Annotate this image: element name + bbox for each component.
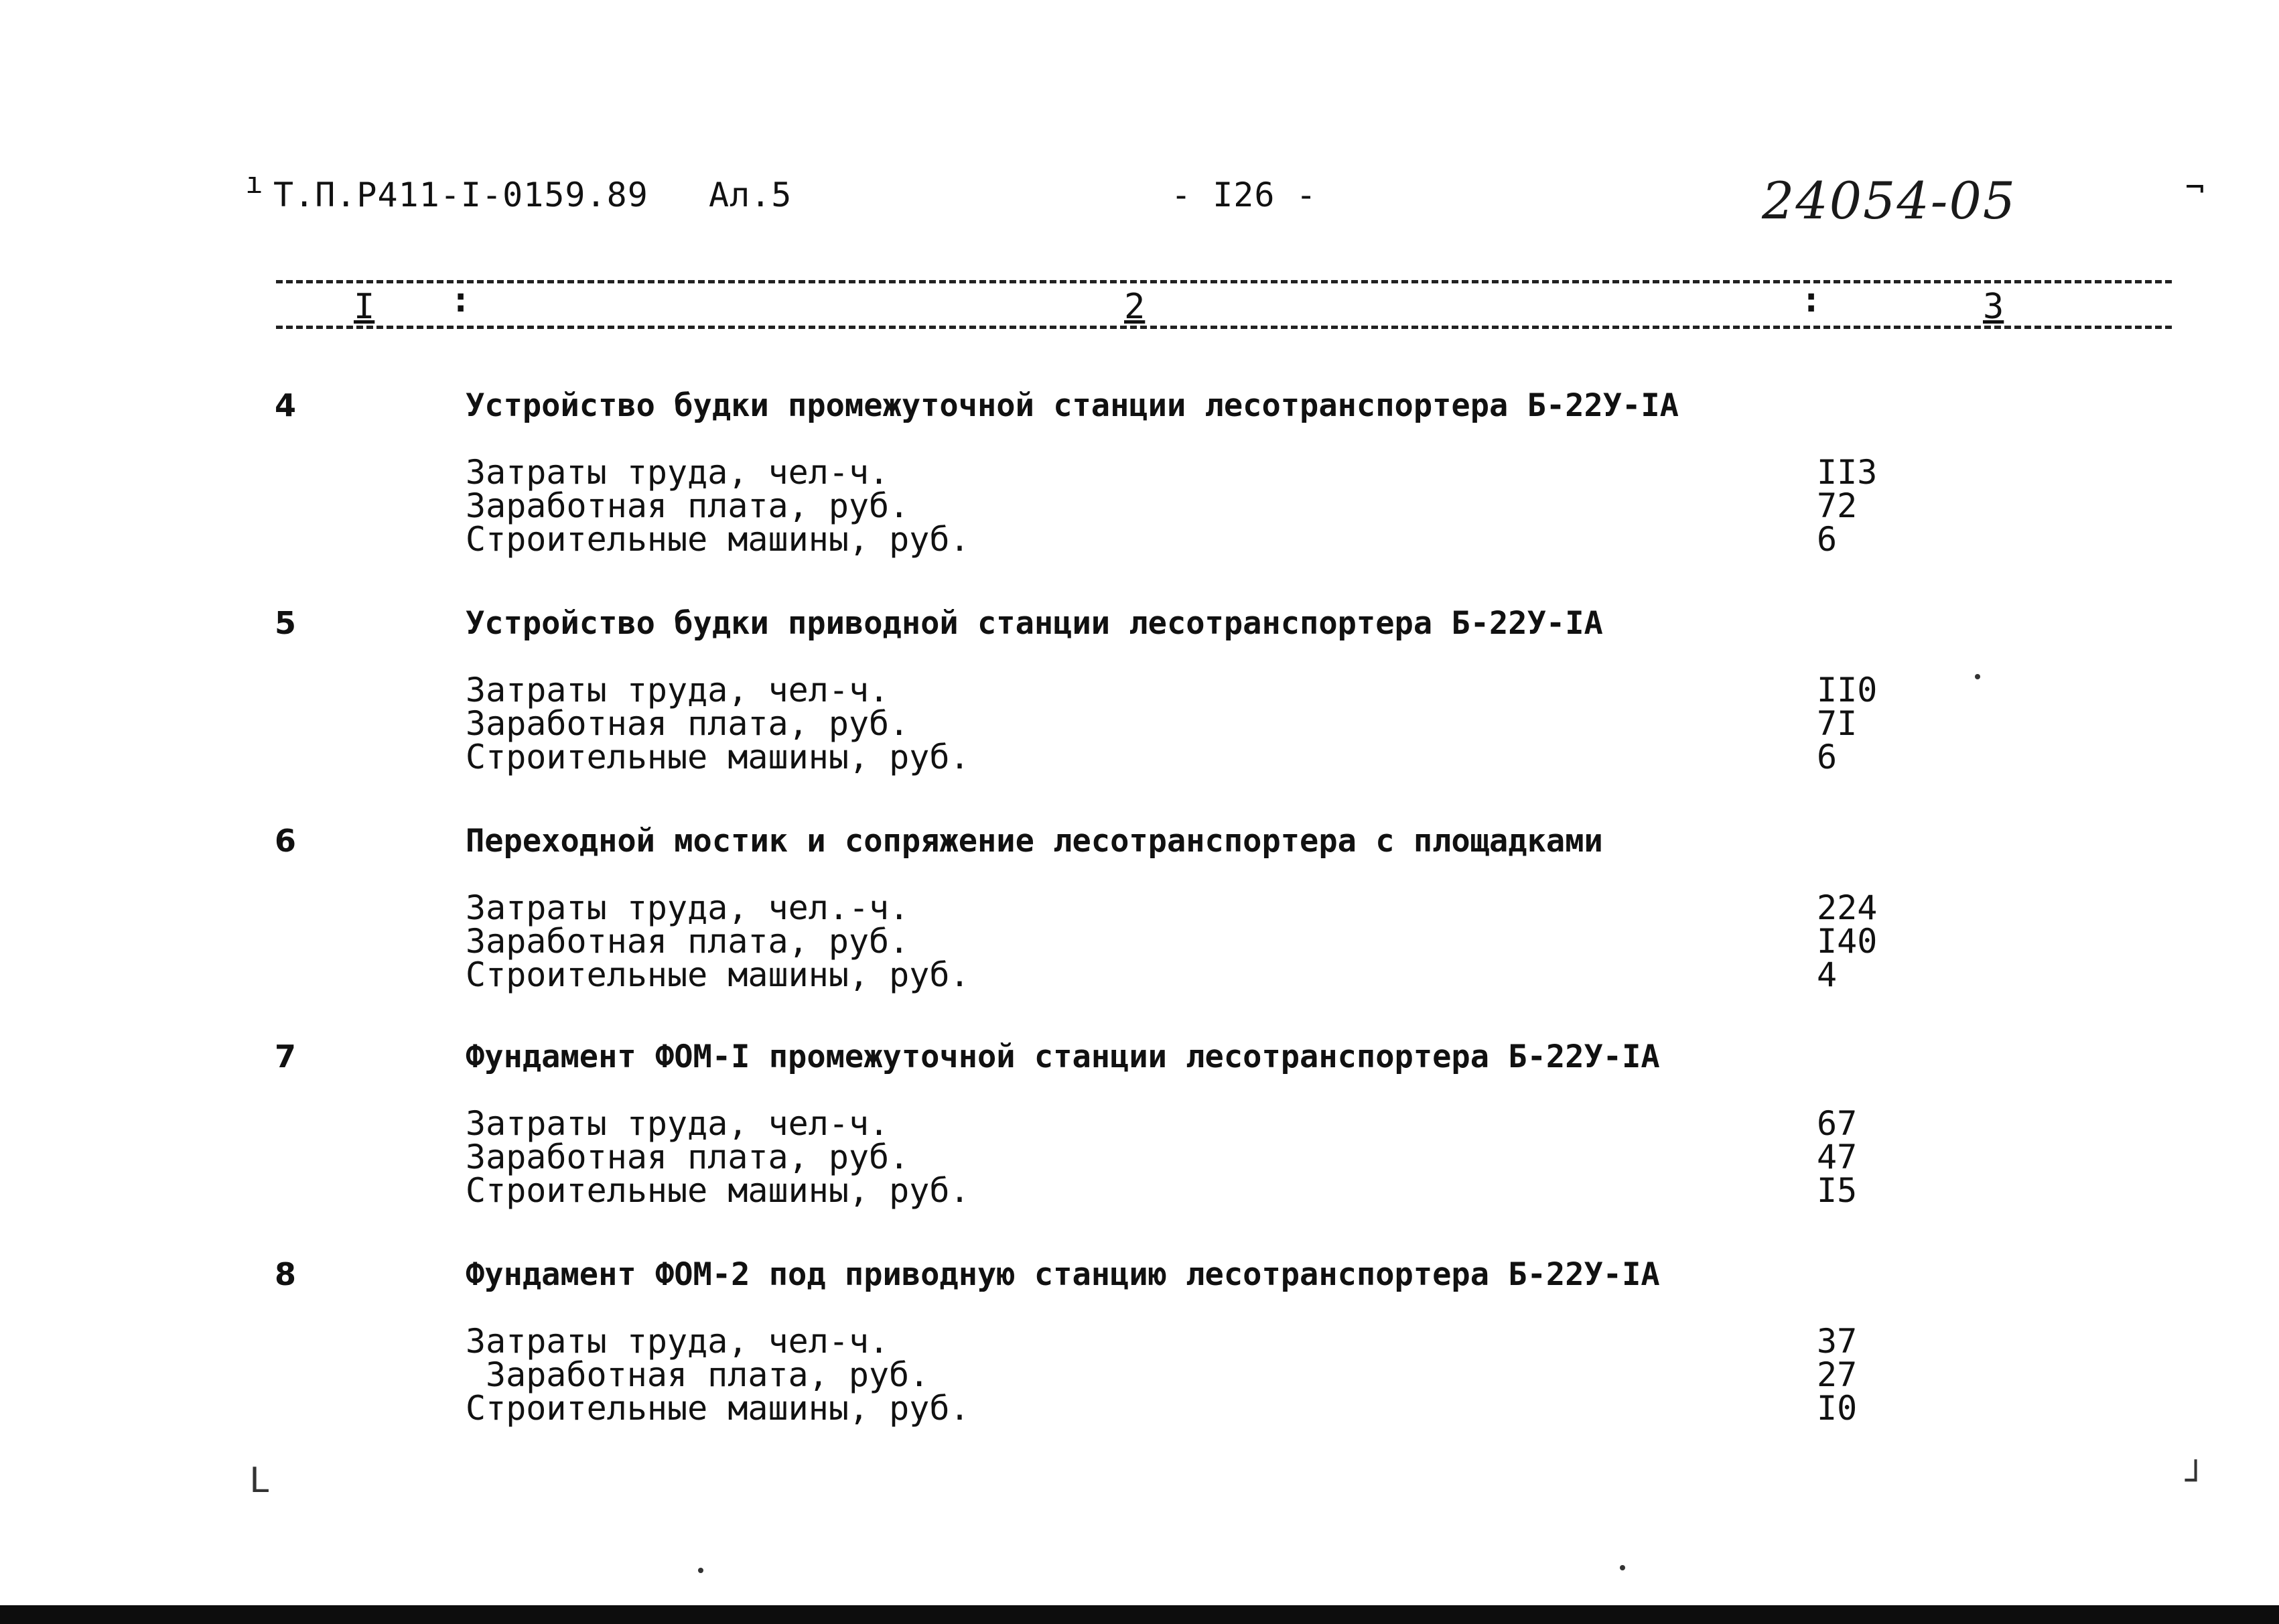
row-label: Затраты труда, чел-ч. <box>466 1322 890 1361</box>
item-title: Фундамент ФОМ-I промежуточной станции лесотранспортера Б-22У-IA <box>466 1038 1660 1075</box>
scan-speck <box>1975 674 1980 679</box>
table-item <box>0 605 2279 819</box>
row-value: 7I <box>1817 704 1858 743</box>
row-value: 6 <box>1817 738 1838 776</box>
table-item <box>0 1256 2279 1471</box>
row-value: 27 <box>1817 1355 1858 1394</box>
column-header-1: I <box>354 287 375 327</box>
header-rule-bottom <box>276 326 2172 329</box>
row-value: 72 <box>1817 486 1858 525</box>
corner-mark-top-left: ı <box>245 166 263 200</box>
corner-mark-bottom-right: ┘ <box>2185 1461 2207 1501</box>
column-separator-1: : <box>450 280 472 320</box>
column-header-3: 3 <box>1983 287 2004 327</box>
item-title: Фундамент ФОМ-2 под приводную станцию лесотранспортера Б-22У-IA <box>466 1256 1660 1293</box>
item-number: 6 <box>275 823 297 859</box>
item-number: 5 <box>275 605 297 641</box>
scan-speck <box>1620 1565 1625 1570</box>
album-number: Ал.5 <box>709 176 792 214</box>
row-label: Заработная плата, руб. <box>466 922 910 961</box>
doc-code: Т.П.Р411-I-0159.89 <box>273 176 648 214</box>
row-value: II0 <box>1817 671 1878 709</box>
column-header-2: 2 <box>1124 287 1146 327</box>
row-value: I0 <box>1817 1389 1858 1428</box>
row-value: 47 <box>1817 1138 1858 1176</box>
row-label: Строительные машины, руб. <box>466 1389 970 1428</box>
handwritten-archive-number: 24054-05 <box>1762 171 2017 230</box>
row-label: Строительные машины, руб. <box>466 520 970 559</box>
row-value: 37 <box>1817 1322 1858 1361</box>
item-title: Устройство будки промежуточной станции лесотранспортера Б-22У-IA <box>466 387 1679 424</box>
corner-mark-top-right: ¬ <box>2185 169 2205 206</box>
item-number: 7 <box>275 1038 297 1075</box>
row-label: Заработная плата, руб. <box>466 486 910 525</box>
item-title: Переходной мостик и сопряжение лесотранспортера с площадками <box>466 823 1603 860</box>
item-number: 4 <box>275 387 297 423</box>
row-value: II3 <box>1817 453 1878 492</box>
row-value: I40 <box>1817 922 1878 961</box>
scan-speck <box>698 1568 703 1573</box>
item-number: 8 <box>275 1256 297 1292</box>
row-value: 224 <box>1817 888 1878 927</box>
table-item <box>0 1038 2279 1253</box>
row-value: I5 <box>1817 1171 1858 1210</box>
row-label: Заработная плата, руб. <box>466 1138 910 1176</box>
table-item <box>0 823 2279 1037</box>
row-label: Затраты труда, чел-ч. <box>466 1104 890 1143</box>
row-label: Затраты труда, чел-ч. <box>466 453 890 492</box>
row-label: Затраты труда, чел-ч. <box>466 671 890 709</box>
row-value: 4 <box>1817 955 1838 994</box>
row-label: Строительные машины, руб. <box>466 738 970 776</box>
row-label: Затраты труда, чел.-ч. <box>466 888 910 927</box>
row-label: Строительные машины, руб. <box>466 955 970 994</box>
item-title: Устройство будки приводной станции лесотранспортера Б-22У-IA <box>466 605 1603 642</box>
row-label: Заработная плата, руб. <box>466 704 910 743</box>
row-value: 67 <box>1817 1104 1858 1143</box>
page-number: - I26 - <box>1171 176 1317 214</box>
table-item <box>0 387 2279 602</box>
row-label: Строительные машины, руб. <box>466 1171 970 1210</box>
scan-edge-bar <box>0 1605 2279 1624</box>
header-rule-top <box>276 280 2172 283</box>
row-label: Заработная плата, руб. <box>486 1355 930 1394</box>
row-value: 6 <box>1817 520 1838 559</box>
corner-mark-bottom-left: L <box>249 1461 271 1501</box>
column-separator-2: : <box>1801 280 1822 320</box>
